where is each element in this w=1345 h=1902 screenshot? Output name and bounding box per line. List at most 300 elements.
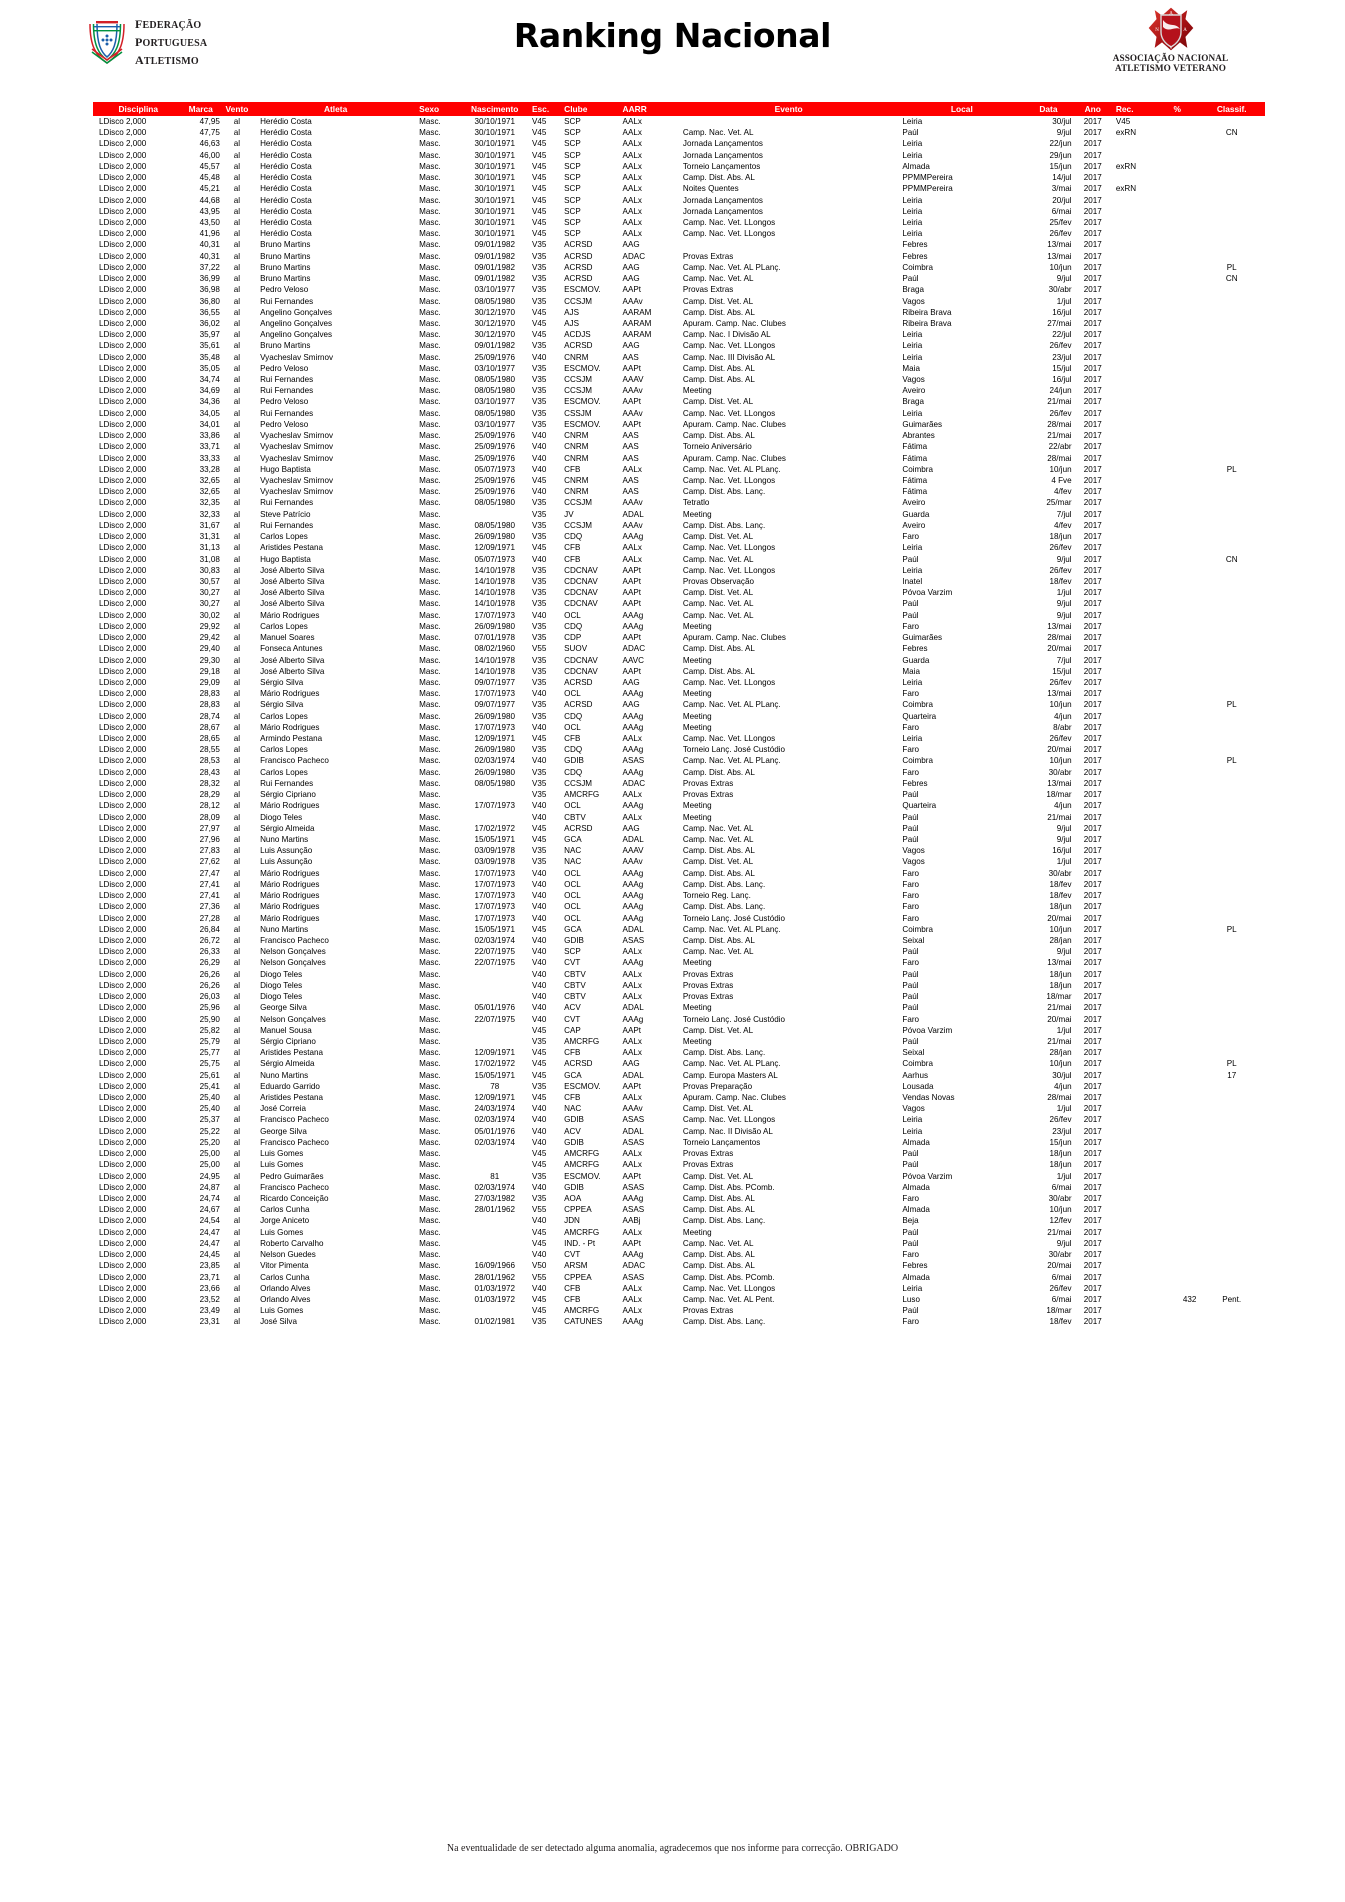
- table-row[interactable]: [93, 991, 1265, 1002]
- cell-disciplina: LDisco 2,000: [99, 352, 147, 362]
- cell-pct: [1156, 666, 1198, 677]
- cell-rec: [1112, 565, 1156, 576]
- cell-aarr: ADAL: [622, 509, 644, 519]
- table-row[interactable]: [93, 542, 1265, 553]
- table-row[interactable]: [93, 340, 1265, 351]
- cell-rec: [1112, 1002, 1156, 1013]
- table-row[interactable]: [93, 778, 1265, 789]
- table-row[interactable]: [93, 1047, 1265, 1058]
- cell-disciplina: LDisco 2,000: [99, 879, 147, 889]
- cell-esc: V40: [531, 464, 547, 474]
- cell-marca: 29,42: [199, 633, 220, 643]
- table-row[interactable]: [93, 464, 1265, 475]
- cell-data: 20/mai: [1047, 745, 1072, 755]
- table-row[interactable]: [93, 946, 1265, 957]
- cell-disciplina: LDisco 2,000: [99, 812, 147, 822]
- cell-data: 28/mai: [1047, 453, 1072, 463]
- table-row[interactable]: [93, 307, 1265, 318]
- table-row[interactable]: [93, 430, 1265, 441]
- cell-evento: Noites Quentes: [682, 184, 739, 194]
- table-row[interactable]: [93, 1227, 1265, 1238]
- table-row[interactable]: [93, 1137, 1265, 1148]
- table-row[interactable]: [93, 969, 1265, 980]
- cell-nascimento: 05/07/1973: [474, 554, 515, 564]
- table-row[interactable]: [93, 554, 1265, 565]
- cell-sexo: Masc.: [419, 644, 441, 654]
- cell-pct: [1156, 901, 1198, 912]
- table-row[interactable]: [93, 980, 1265, 991]
- cell-esc: V45: [531, 139, 547, 149]
- cell-aarr: AALx: [622, 1149, 642, 1159]
- cell-ano: 2017: [1083, 1149, 1102, 1159]
- cell-classif: [1198, 307, 1265, 318]
- cell-ano: 2017: [1083, 375, 1102, 385]
- cell-disciplina: LDisco 2,000: [99, 790, 147, 800]
- table-row[interactable]: [93, 1103, 1265, 1114]
- cell-pct: [1156, 1305, 1198, 1316]
- cell-esc: V45: [531, 161, 547, 171]
- cell-atleta: Sérgio Almeida: [260, 823, 315, 833]
- cell-esc: V45: [531, 307, 547, 317]
- cell-aarr: AALx: [622, 790, 642, 800]
- cell-marca: 25,79: [199, 1036, 220, 1046]
- table-row[interactable]: [93, 1002, 1265, 1013]
- cell-local: Paúl: [902, 835, 919, 844]
- table-row[interactable]: [93, 385, 1265, 396]
- cell-atleta: Mário Rodrigues: [260, 610, 320, 620]
- table-row[interactable]: [93, 1193, 1265, 1204]
- table-row[interactable]: [93, 767, 1265, 778]
- cell-disciplina: LDisco 2,000: [99, 868, 147, 878]
- cell-disciplina: LDisco 2,000: [99, 498, 147, 508]
- table-row[interactable]: [93, 1294, 1265, 1305]
- cell-local: Almada: [902, 1205, 930, 1215]
- cell-vento: al: [233, 633, 241, 643]
- cell-vento: al: [233, 307, 241, 317]
- table-row[interactable]: [93, 621, 1265, 632]
- cell-ano: 2017: [1083, 1160, 1102, 1170]
- table-row[interactable]: [93, 1283, 1265, 1294]
- cell-nascimento: 12/09/1971: [474, 734, 515, 744]
- table-row[interactable]: [93, 711, 1265, 722]
- table-row[interactable]: [93, 318, 1265, 329]
- table-row[interactable]: [93, 823, 1265, 834]
- cell-sexo: Masc.: [419, 1081, 441, 1091]
- table-row[interactable]: [93, 352, 1265, 363]
- cell-rec: [1112, 251, 1156, 262]
- cell-evento: Jornada Lançamentos: [682, 139, 763, 149]
- cell-rec: [1112, 688, 1156, 699]
- table-row[interactable]: [93, 1272, 1265, 1283]
- cell-rec: [1112, 363, 1156, 374]
- table-row[interactable]: [93, 722, 1265, 733]
- cell-disciplina: LDisco 2,000: [99, 206, 147, 216]
- table-row[interactable]: [93, 565, 1265, 576]
- table-row[interactable]: [93, 497, 1265, 508]
- table-row[interactable]: [93, 845, 1265, 856]
- cell-rec: [1112, 1215, 1156, 1226]
- cell-local: Leiria: [902, 330, 923, 340]
- table-row[interactable]: [93, 374, 1265, 385]
- cell-disciplina: LDisco 2,000: [99, 341, 147, 351]
- cell-clube: SCP: [564, 117, 581, 126]
- table-row[interactable]: [93, 183, 1265, 194]
- table-row[interactable]: [93, 890, 1265, 901]
- cell-vento: al: [233, 543, 241, 553]
- table-row[interactable]: [93, 228, 1265, 239]
- table-row[interactable]: [93, 116, 1265, 127]
- cell-evento: Jornada Lançamentos: [682, 195, 763, 205]
- table-row[interactable]: [93, 453, 1265, 464]
- cell-sexo: Masc.: [419, 352, 441, 362]
- table-row[interactable]: [93, 699, 1265, 710]
- table-row[interactable]: [93, 643, 1265, 654]
- cell-classif: [1198, 812, 1265, 823]
- cell-nascimento: 01/02/1981: [474, 1317, 515, 1327]
- cell-local: Leiria: [902, 195, 923, 205]
- table-row[interactable]: [93, 1182, 1265, 1193]
- cell-ano: 2017: [1083, 1003, 1102, 1013]
- table-row[interactable]: [93, 396, 1265, 407]
- table-row[interactable]: [93, 475, 1265, 486]
- table-row[interactable]: [93, 1081, 1265, 1092]
- cell-clube: CAP: [564, 1025, 581, 1035]
- cell-classif: PL: [1226, 1059, 1237, 1069]
- column-header-local[interactable]: Local: [896, 102, 1023, 116]
- cell-sexo: Masc.: [419, 1194, 441, 1203]
- cell-pct: [1156, 946, 1198, 957]
- table-row[interactable]: [93, 419, 1265, 430]
- table-row[interactable]: [93, 924, 1265, 935]
- table-row[interactable]: [93, 195, 1265, 206]
- table-row[interactable]: [93, 856, 1265, 867]
- cell-sexo: Masc.: [419, 161, 441, 171]
- cell-pct: [1156, 913, 1198, 924]
- cell-disciplina: LDisco 2,000: [99, 1104, 147, 1114]
- cell-local: PPMMPereira: [902, 184, 953, 194]
- cell-classif: [1198, 116, 1265, 127]
- cell-marca: 41,96: [199, 229, 220, 239]
- cell-vento: al: [233, 341, 241, 351]
- cell-nascimento: 17/07/1973: [474, 610, 515, 620]
- cell-nascimento: 08/05/1980: [474, 408, 515, 418]
- cell-ano: 2017: [1083, 857, 1102, 867]
- cell-sexo: Masc.: [419, 588, 441, 598]
- cell-marca: 26,26: [199, 980, 220, 990]
- table-row[interactable]: [93, 172, 1265, 183]
- cell-ano: 2017: [1083, 1194, 1102, 1203]
- cell-aarr: AAPt: [622, 588, 641, 598]
- column-header-atleta[interactable]: Atleta: [252, 102, 413, 116]
- cell-vento: al: [233, 487, 241, 497]
- cell-esc: V45: [531, 1070, 547, 1080]
- cell-classif: [1198, 868, 1265, 879]
- cell-data: 1/jul: [1056, 857, 1072, 867]
- table-row[interactable]: [93, 296, 1265, 307]
- table-row[interactable]: [93, 677, 1265, 688]
- cell-data: 12/fev: [1049, 1216, 1072, 1226]
- cell-sexo: Masc.: [419, 1306, 441, 1316]
- table-row[interactable]: [93, 1025, 1265, 1036]
- cell-data: 26/fev: [1049, 565, 1072, 575]
- cell-esc: V45: [531, 1059, 547, 1069]
- table-row[interactable]: [93, 441, 1265, 452]
- cell-rec: [1112, 733, 1156, 744]
- cell-atleta: Mário Rodrigues: [260, 801, 320, 811]
- cell-rec: [1112, 711, 1156, 722]
- cell-classif: [1198, 879, 1265, 890]
- cell-evento: Camp. Nac. Vet. AL Pent.: [682, 1294, 775, 1304]
- cell-evento: Provas Extras: [682, 285, 734, 295]
- cell-nascimento: 01/03/1972: [474, 1294, 515, 1304]
- table-row[interactable]: [93, 138, 1265, 149]
- table-row[interactable]: [93, 935, 1265, 946]
- table-row[interactable]: [93, 206, 1265, 217]
- cell-data: 21/mai: [1047, 397, 1072, 407]
- table-row[interactable]: [93, 868, 1265, 879]
- table-row[interactable]: [93, 789, 1265, 800]
- cell-evento: Camp. Nac. Vet. AL PLanç.: [682, 464, 781, 474]
- cell-local: Inatel: [902, 576, 923, 586]
- cell-local: Seixal: [902, 935, 925, 945]
- cell-sexo: Masc.: [419, 958, 441, 968]
- table-row[interactable]: [93, 509, 1265, 520]
- column-header-nascimento[interactable]: Nascimento: [459, 102, 529, 116]
- cell-evento: Jornada Lançamentos: [682, 150, 763, 160]
- table-row[interactable]: [93, 1316, 1265, 1327]
- cell-pct: [1156, 329, 1198, 340]
- cell-aarr: AALx: [622, 206, 642, 216]
- column-header-data[interactable]: Data: [1023, 102, 1073, 116]
- table-row[interactable]: [93, 363, 1265, 374]
- table-row[interactable]: [93, 1305, 1265, 1316]
- table-row[interactable]: [93, 239, 1265, 250]
- cell-aarr: AALx: [622, 812, 642, 822]
- table-row[interactable]: [93, 531, 1265, 542]
- cell-classif: [1198, 531, 1265, 542]
- cell-pct: [1156, 509, 1198, 520]
- cell-ano: 2017: [1083, 980, 1102, 990]
- cell-local: Coimbra: [902, 1059, 933, 1069]
- cell-sexo: Masc.: [419, 453, 441, 463]
- cell-vento: al: [233, 610, 241, 620]
- cell-atleta: Herédio Costa: [260, 173, 312, 183]
- cell-marca: 28,55: [199, 745, 220, 755]
- cell-marca: 23,66: [199, 1283, 220, 1293]
- cell-disciplina: LDisco 2,000: [99, 363, 147, 373]
- table-row[interactable]: [93, 329, 1265, 340]
- table-row[interactable]: [93, 1114, 1265, 1125]
- cell-rec: [1112, 621, 1156, 632]
- table-row[interactable]: [93, 1249, 1265, 1260]
- column-header-esc[interactable]: Esc.: [530, 102, 562, 116]
- cell-marca: 44,68: [199, 195, 220, 205]
- cell-pct: [1156, 1081, 1198, 1092]
- table-row[interactable]: [93, 1092, 1265, 1103]
- cell-vento: al: [233, 150, 241, 160]
- table-row[interactable]: [93, 834, 1265, 845]
- table-row[interactable]: [93, 150, 1265, 161]
- cell-atleta: Vyacheslav Smirnov: [260, 476, 334, 485]
- table-row[interactable]: [93, 666, 1265, 677]
- cell-local: Maia: [902, 363, 920, 373]
- table-row[interactable]: [93, 1171, 1265, 1182]
- cell-local: Faro: [902, 902, 920, 912]
- table-row[interactable]: [93, 755, 1265, 766]
- cell-data: 7/jul: [1056, 655, 1072, 665]
- cell-ano: 2017: [1083, 532, 1102, 542]
- column-header-pct[interactable]: %: [1156, 102, 1198, 116]
- cell-clube: CNRM: [564, 487, 589, 497]
- table-row[interactable]: [93, 800, 1265, 811]
- table-row[interactable]: [93, 587, 1265, 598]
- cell-disciplina: LDisco 2,000: [99, 318, 147, 328]
- table-row[interactable]: [93, 1148, 1265, 1159]
- svg-text:A: A: [1182, 28, 1187, 33]
- cell-atleta: Francisco Pacheco: [260, 756, 329, 766]
- table-row[interactable]: [93, 284, 1265, 295]
- table-row[interactable]: [93, 655, 1265, 666]
- cell-nascimento: 03/10/1977: [474, 419, 515, 429]
- cell-data: 6/mai: [1051, 1182, 1072, 1192]
- cell-marca: 28,74: [199, 711, 220, 721]
- cell-ano: 2017: [1083, 1036, 1102, 1046]
- table-row[interactable]: [93, 1215, 1265, 1226]
- table-row[interactable]: [93, 812, 1265, 823]
- cell-atleta: Nelson Gonçalves: [260, 958, 326, 968]
- table-row[interactable]: [93, 1036, 1265, 1047]
- cell-esc: V40: [531, 1137, 547, 1147]
- table-row[interactable]: [93, 127, 1265, 138]
- cell-classif: [1198, 800, 1265, 811]
- table-row[interactable]: [93, 1126, 1265, 1137]
- cell-nascimento: 03/09/1978: [474, 857, 515, 867]
- column-header-rec[interactable]: Rec.: [1112, 102, 1156, 116]
- cell-clube: ACRSD: [564, 700, 593, 710]
- column-header-ano[interactable]: Ano: [1074, 102, 1112, 116]
- column-header-aarr[interactable]: AARR: [621, 102, 673, 116]
- cell-sexo: Masc.: [419, 341, 441, 351]
- cell-aarr: AAPt: [622, 666, 641, 676]
- table-row[interactable]: [93, 1238, 1265, 1249]
- cell-ano: 2017: [1083, 464, 1102, 474]
- table-row[interactable]: [93, 913, 1265, 924]
- cell-nascimento: 17/07/1973: [474, 801, 515, 811]
- cell-aarr: AAAv: [622, 520, 643, 530]
- cell-rec: exRN: [1115, 128, 1137, 138]
- cell-pct: [1156, 475, 1198, 486]
- cell-classif: [1198, 834, 1265, 845]
- cell-ano: 2017: [1083, 655, 1102, 665]
- table-row[interactable]: [93, 1204, 1265, 1215]
- table-row[interactable]: [93, 957, 1265, 968]
- column-header-sexo[interactable]: Sexo: [413, 102, 459, 116]
- cell-atleta: Pedro Veloso: [260, 285, 309, 295]
- cell-classif: [1198, 1103, 1265, 1114]
- cell-evento: Camp. Dist. Abs. AL: [682, 375, 755, 385]
- cell-atleta: Mário Rodrigues: [260, 902, 320, 912]
- cell-marca: 43,95: [199, 206, 220, 216]
- cell-pct: [1156, 116, 1198, 127]
- table-row[interactable]: [93, 273, 1265, 284]
- cell-marca: 23,71: [199, 1272, 220, 1282]
- column-header-marca[interactable]: Marca: [180, 102, 222, 116]
- table-row[interactable]: [93, 901, 1265, 912]
- cell-marca: 36,02: [199, 318, 220, 328]
- column-header-vento[interactable]: Vento: [222, 102, 252, 116]
- cell-esc: V40: [531, 801, 547, 811]
- cell-evento: Camp. Dist. Abs. Lanç.: [682, 520, 766, 530]
- cell-classif: [1198, 453, 1265, 464]
- table-row[interactable]: [93, 632, 1265, 643]
- cell-evento: Camp. Dist. Abs. Lanç.: [682, 879, 766, 889]
- table-row[interactable]: [93, 161, 1265, 172]
- table-row[interactable]: [93, 733, 1265, 744]
- cell-ano: 2017: [1083, 935, 1102, 945]
- cell-disciplina: LDisco 2,000: [99, 1126, 147, 1136]
- cell-evento: Camp. Nac. Vet. LLongos: [682, 565, 776, 575]
- cell-pct: [1156, 856, 1198, 867]
- cell-esc: V45: [531, 330, 547, 340]
- cell-esc: V40: [531, 902, 547, 912]
- column-header-classif[interactable]: Classif.: [1198, 102, 1265, 116]
- table-row[interactable]: [93, 610, 1265, 621]
- cell-ano: 2017: [1083, 846, 1102, 856]
- table-row[interactable]: [93, 1260, 1265, 1271]
- cell-local: Leiria: [902, 352, 923, 362]
- cell-disciplina: LDisco 2,000: [99, 857, 147, 867]
- cell-clube: AMCRFG: [564, 790, 600, 800]
- cell-clube: GDIB: [564, 935, 584, 945]
- cell-pct: [1156, 1036, 1198, 1047]
- cell-rec: [1112, 598, 1156, 609]
- cell-sexo: Masc.: [419, 879, 441, 889]
- cell-sexo: Masc.: [419, 891, 441, 901]
- table-row[interactable]: [93, 217, 1265, 228]
- cell-classif: [1198, 217, 1265, 228]
- table-row[interactable]: [93, 744, 1265, 755]
- table-row[interactable]: [93, 576, 1265, 587]
- column-header-clube[interactable]: Clube: [562, 102, 620, 116]
- cell-disciplina: LDisco 2,000: [99, 1317, 147, 1327]
- table-row[interactable]: [93, 408, 1265, 419]
- cell-local: Paúl: [902, 1160, 919, 1170]
- table-row[interactable]: [93, 262, 1265, 273]
- cell-evento: Torneio Lanç. José Custódio: [682, 913, 786, 923]
- table-row[interactable]: [93, 1058, 1265, 1069]
- cell-clube: CVT: [564, 1250, 581, 1260]
- cell-aarr: AAAg: [622, 879, 644, 889]
- table-row[interactable]: [93, 486, 1265, 497]
- cell-ano: 2017: [1083, 891, 1102, 901]
- cell-ano: 2017: [1083, 1294, 1102, 1304]
- cell-rec: [1112, 755, 1156, 766]
- table-row[interactable]: [93, 879, 1265, 890]
- cell-evento: Camp. Nac. Vet. AL: [682, 947, 754, 957]
- table-row[interactable]: [93, 1159, 1265, 1170]
- cell-pct: [1156, 1238, 1198, 1249]
- table-row[interactable]: [93, 1014, 1265, 1025]
- table-row[interactable]: [93, 1070, 1265, 1081]
- table-row[interactable]: [93, 520, 1265, 531]
- cell-local: Faro: [902, 745, 920, 755]
- table-row[interactable]: [93, 598, 1265, 609]
- table-row[interactable]: [93, 688, 1265, 699]
- cell-vento: al: [233, 947, 241, 957]
- column-header-disciplina[interactable]: Disciplina: [93, 102, 180, 116]
- column-header-evento[interactable]: Evento: [673, 102, 897, 116]
- table-row[interactable]: [93, 251, 1265, 262]
